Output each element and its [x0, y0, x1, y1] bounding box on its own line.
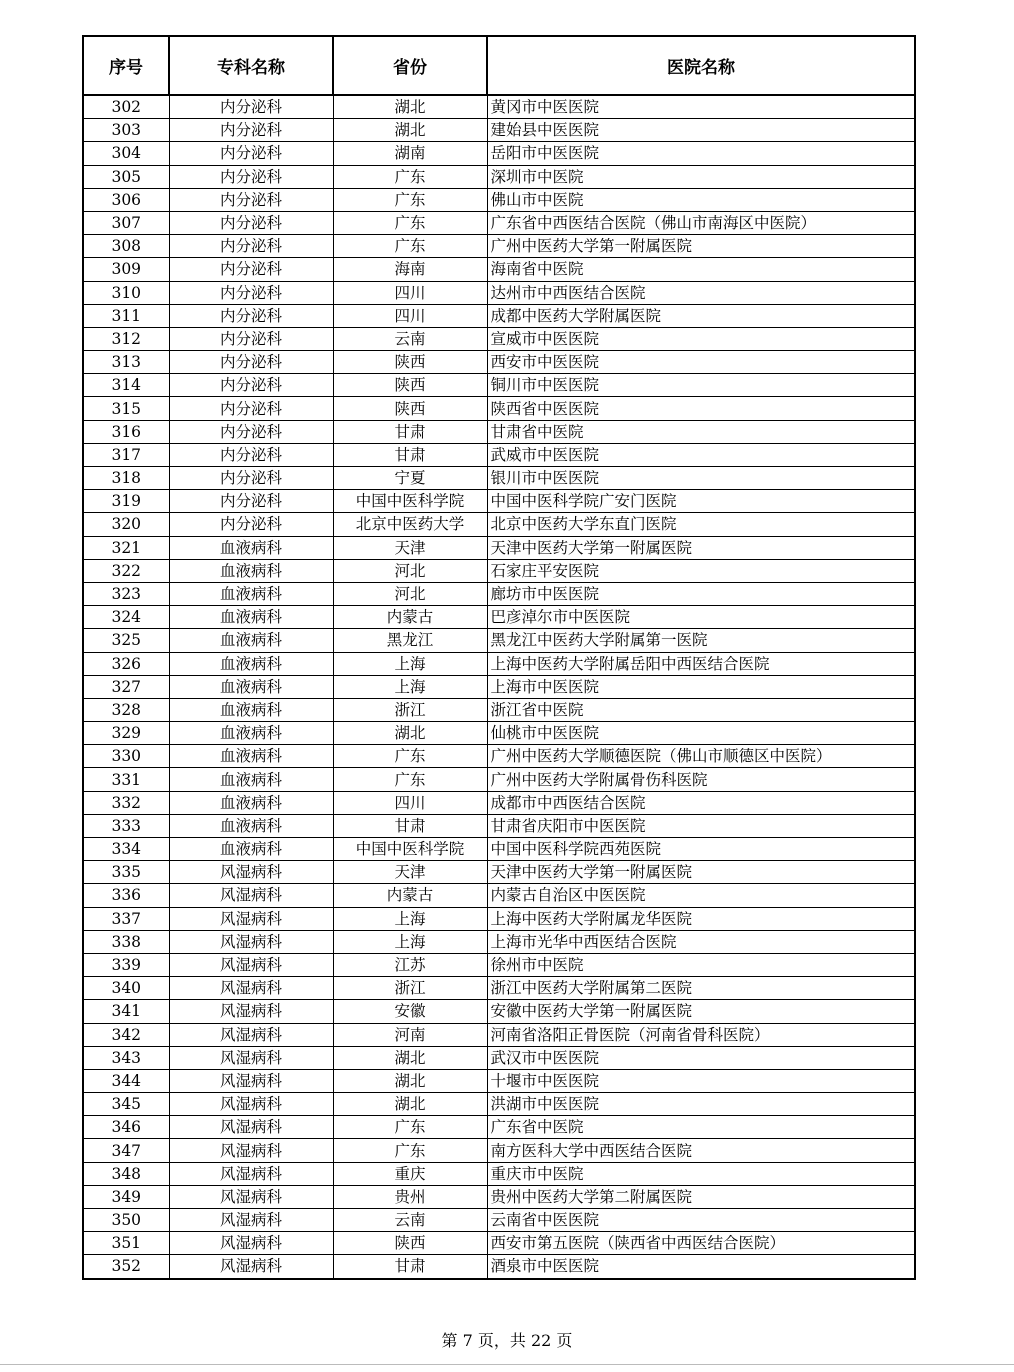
- cell-province: 陕西: [333, 351, 487, 374]
- cell-index: 302: [83, 95, 169, 119]
- cell-index: 311: [83, 304, 169, 327]
- cell-province: 广东: [333, 165, 487, 188]
- cell-province: 内蒙古: [333, 884, 487, 907]
- table-row: [83, 1139, 915, 1162]
- cell-province: 云南: [333, 1209, 487, 1232]
- cell-province: 安徽: [333, 1000, 487, 1023]
- cell-index: 333: [83, 814, 169, 837]
- cell-province: 广东: [333, 1139, 487, 1162]
- cell-hospital: 黄冈市中医医院: [487, 95, 915, 119]
- cell-specialty: 内分泌科: [169, 119, 333, 142]
- cell-specialty: 风湿病科: [169, 1116, 333, 1139]
- table-row: [83, 513, 915, 536]
- cell-specialty: 血液病科: [169, 629, 333, 652]
- cell-specialty: 风湿病科: [169, 1046, 333, 1069]
- cell-specialty: 血液病科: [169, 838, 333, 861]
- table-row: [83, 629, 915, 652]
- cell-index: 320: [83, 513, 169, 536]
- header-hospital: 医院名称: [487, 36, 915, 95]
- cell-index: 322: [83, 559, 169, 582]
- cell-specialty: 内分泌科: [169, 142, 333, 165]
- cell-specialty: 风湿病科: [169, 1139, 333, 1162]
- table-row: [83, 791, 915, 814]
- cell-index: 337: [83, 907, 169, 930]
- table-row: [83, 1116, 915, 1139]
- cell-specialty: 内分泌科: [169, 397, 333, 420]
- cell-specialty: 血液病科: [169, 768, 333, 791]
- cell-specialty: 风湿病科: [169, 884, 333, 907]
- cell-index: 348: [83, 1162, 169, 1185]
- cell-hospital: 中国中医科学院广安门医院: [487, 490, 915, 513]
- table-row: [83, 1093, 915, 1116]
- cell-province: 陕西: [333, 1232, 487, 1255]
- cell-specialty: 风湿病科: [169, 953, 333, 976]
- cell-hospital: 成都市中西医结合医院: [487, 791, 915, 814]
- cell-specialty: 内分泌科: [169, 258, 333, 281]
- cell-hospital: 徐州市中医院: [487, 953, 915, 976]
- table-row: [83, 1209, 915, 1232]
- cell-province: 湖北: [333, 1093, 487, 1116]
- cell-province: 中国中医科学院: [333, 838, 487, 861]
- header-province: 省份: [333, 36, 487, 95]
- cell-province: 广东: [333, 188, 487, 211]
- table-row: [83, 675, 915, 698]
- page-footer: 第 7 页，共 22 页: [441, 1331, 573, 1350]
- table-row: [83, 1232, 915, 1255]
- cell-index: 341: [83, 1000, 169, 1023]
- cell-index: 344: [83, 1069, 169, 1092]
- table-row: [83, 953, 915, 976]
- cell-specialty: 血液病科: [169, 652, 333, 675]
- cell-index: 323: [83, 582, 169, 605]
- cell-specialty: 血液病科: [169, 606, 333, 629]
- cell-specialty: 血液病科: [169, 582, 333, 605]
- cell-province: 甘肃: [333, 420, 487, 443]
- cell-index: 329: [83, 722, 169, 745]
- cell-index: 312: [83, 327, 169, 350]
- cell-province: 四川: [333, 304, 487, 327]
- cell-province: 广东: [333, 235, 487, 258]
- cell-province: 陕西: [333, 397, 487, 420]
- cell-hospital: 成都中医药大学附属医院: [487, 304, 915, 327]
- cell-province: 湖北: [333, 1046, 487, 1069]
- cell-hospital: 贵州中医药大学第二附属医院: [487, 1185, 915, 1208]
- cell-specialty: 血液病科: [169, 814, 333, 837]
- table-row: [83, 698, 915, 721]
- table-row: [83, 977, 915, 1000]
- cell-hospital: 天津中医药大学第一附属医院: [487, 536, 915, 559]
- cell-hospital: 海南省中医院: [487, 258, 915, 281]
- cell-index: 308: [83, 235, 169, 258]
- header-specialty: 专科名称: [169, 36, 333, 95]
- cell-hospital: 安徽中医药大学第一附属医院: [487, 1000, 915, 1023]
- table-row: [83, 930, 915, 953]
- cell-hospital: 石家庄平安医院: [487, 559, 915, 582]
- cell-hospital: 佛山市中医院: [487, 188, 915, 211]
- cell-hospital: 甘肃省庆阳市中医医院: [487, 814, 915, 837]
- cell-specialty: 风湿病科: [169, 977, 333, 1000]
- cell-hospital: 西安市第五医院（陕西省中西医结合医院）: [487, 1232, 915, 1255]
- cell-province: 甘肃: [333, 814, 487, 837]
- cell-province: 海南: [333, 258, 487, 281]
- table-row: [83, 374, 915, 397]
- cell-index: 317: [83, 443, 169, 466]
- cell-hospital: 上海市中医医院: [487, 675, 915, 698]
- cell-province: 河北: [333, 559, 487, 582]
- cell-index: 338: [83, 930, 169, 953]
- table-row: [83, 235, 915, 258]
- table-row: [83, 1023, 915, 1046]
- table-row: [83, 861, 915, 884]
- cell-province: 上海: [333, 930, 487, 953]
- cell-index: 306: [83, 188, 169, 211]
- cell-province: 湖北: [333, 722, 487, 745]
- cell-hospital: 甘肃省中医院: [487, 420, 915, 443]
- cell-specialty: 内分泌科: [169, 327, 333, 350]
- cell-index: 304: [83, 142, 169, 165]
- cell-hospital: 岳阳市中医医院: [487, 142, 915, 165]
- cell-index: 324: [83, 606, 169, 629]
- cell-hospital: 宣威市中医医院: [487, 327, 915, 350]
- hospital-table: [82, 35, 916, 1280]
- cell-specialty: 血液病科: [169, 722, 333, 745]
- cell-specialty: 内分泌科: [169, 211, 333, 234]
- cell-hospital: 上海中医药大学附属龙华医院: [487, 907, 915, 930]
- cell-index: 328: [83, 698, 169, 721]
- cell-hospital: 铜川市中医医院: [487, 374, 915, 397]
- cell-index: 339: [83, 953, 169, 976]
- cell-province: 浙江: [333, 977, 487, 1000]
- cell-specialty: 内分泌科: [169, 188, 333, 211]
- cell-hospital: 洪湖市中医医院: [487, 1093, 915, 1116]
- cell-hospital: 银川市中医医院: [487, 467, 915, 490]
- cell-specialty: 血液病科: [169, 559, 333, 582]
- cell-hospital: 上海中医药大学附属岳阳中西医结合医院: [487, 652, 915, 675]
- cell-hospital: 达州市中西医结合医院: [487, 281, 915, 304]
- table-row: [83, 397, 915, 420]
- cell-specialty: 血液病科: [169, 698, 333, 721]
- table-header-row: [83, 36, 915, 95]
- table-row: [83, 142, 915, 165]
- cell-index: 340: [83, 977, 169, 1000]
- cell-province: 上海: [333, 675, 487, 698]
- table-row: [83, 327, 915, 350]
- table-row: [83, 304, 915, 327]
- cell-province: 广东: [333, 1116, 487, 1139]
- cell-province: 江苏: [333, 953, 487, 976]
- cell-province: 上海: [333, 652, 487, 675]
- cell-specialty: 风湿病科: [169, 1069, 333, 1092]
- table-row: [83, 1069, 915, 1092]
- cell-index: 319: [83, 490, 169, 513]
- cell-hospital: 武汉市中医医院: [487, 1046, 915, 1069]
- cell-province: 甘肃: [333, 443, 487, 466]
- cell-hospital: 仙桃市中医医院: [487, 722, 915, 745]
- cell-hospital: 北京中医药大学东直门医院: [487, 513, 915, 536]
- table-row: [83, 211, 915, 234]
- table-row: [83, 188, 915, 211]
- cell-specialty: 内分泌科: [169, 443, 333, 466]
- cell-province: 上海: [333, 907, 487, 930]
- cell-specialty: 风湿病科: [169, 1185, 333, 1208]
- cell-index: 303: [83, 119, 169, 142]
- cell-province: 湖北: [333, 119, 487, 142]
- cell-specialty: 内分泌科: [169, 513, 333, 536]
- cell-province: 云南: [333, 327, 487, 350]
- cell-index: 332: [83, 791, 169, 814]
- cell-hospital: 南方医科大学中西医结合医院: [487, 1139, 915, 1162]
- cell-specialty: 血液病科: [169, 791, 333, 814]
- cell-hospital: 广州中医药大学第一附属医院: [487, 235, 915, 258]
- cell-specialty: 内分泌科: [169, 490, 333, 513]
- cell-index: 350: [83, 1209, 169, 1232]
- cell-specialty: 风湿病科: [169, 1162, 333, 1185]
- cell-index: 335: [83, 861, 169, 884]
- cell-province: 重庆: [333, 1162, 487, 1185]
- cell-index: 315: [83, 397, 169, 420]
- cell-index: 325: [83, 629, 169, 652]
- cell-hospital: 建始县中医医院: [487, 119, 915, 142]
- table-row: [83, 722, 915, 745]
- cell-province: 四川: [333, 791, 487, 814]
- cell-hospital: 上海市光华中西医结合医院: [487, 930, 915, 953]
- cell-specialty: 风湿病科: [169, 861, 333, 884]
- cell-index: 305: [83, 165, 169, 188]
- table-row: [83, 1185, 915, 1208]
- table-row: [83, 1255, 915, 1279]
- table-row: [83, 490, 915, 513]
- table-row: [83, 606, 915, 629]
- cell-index: 316: [83, 420, 169, 443]
- table-row: [83, 1046, 915, 1069]
- cell-index: 346: [83, 1116, 169, 1139]
- table-body: [83, 95, 915, 1279]
- cell-index: 334: [83, 838, 169, 861]
- table-row: [83, 1162, 915, 1185]
- cell-province: 甘肃: [333, 1255, 487, 1279]
- table-row: [83, 351, 915, 374]
- cell-province: 黑龙江: [333, 629, 487, 652]
- cell-province: 四川: [333, 281, 487, 304]
- cell-specialty: 风湿病科: [169, 1232, 333, 1255]
- table-row: [83, 95, 915, 119]
- table-row: [83, 884, 915, 907]
- cell-hospital: 西安市中医医院: [487, 351, 915, 374]
- cell-province: 天津: [333, 536, 487, 559]
- cell-index: 342: [83, 1023, 169, 1046]
- table-row: [83, 582, 915, 605]
- cell-province: 浙江: [333, 698, 487, 721]
- cell-province: 宁夏: [333, 467, 487, 490]
- table-row: [83, 420, 915, 443]
- cell-index: 307: [83, 211, 169, 234]
- table-row: [83, 443, 915, 466]
- cell-hospital: 浙江中医药大学附属第二医院: [487, 977, 915, 1000]
- cell-province: 广东: [333, 745, 487, 768]
- cell-index: 318: [83, 467, 169, 490]
- cell-province: 天津: [333, 861, 487, 884]
- cell-index: 321: [83, 536, 169, 559]
- table-row: [83, 745, 915, 768]
- cell-index: 345: [83, 1093, 169, 1116]
- header-index: 序号: [83, 36, 169, 95]
- cell-index: 326: [83, 652, 169, 675]
- cell-hospital: 广东省中医院: [487, 1116, 915, 1139]
- cell-index: 310: [83, 281, 169, 304]
- cell-specialty: 风湿病科: [169, 907, 333, 930]
- cell-hospital: 浙江省中医院: [487, 698, 915, 721]
- cell-hospital: 内蒙古自治区中医医院: [487, 884, 915, 907]
- table-row: [83, 814, 915, 837]
- cell-province: 内蒙古: [333, 606, 487, 629]
- cell-index: 352: [83, 1255, 169, 1279]
- cell-province: 广东: [333, 768, 487, 791]
- cell-province: 广东: [333, 211, 487, 234]
- cell-index: 313: [83, 351, 169, 374]
- table-row: [83, 119, 915, 142]
- cell-province: 湖南: [333, 142, 487, 165]
- cell-province: 湖北: [333, 95, 487, 119]
- cell-index: 314: [83, 374, 169, 397]
- cell-hospital: 云南省中医医院: [487, 1209, 915, 1232]
- table-row: [83, 838, 915, 861]
- cell-specialty: 内分泌科: [169, 374, 333, 397]
- table-row: [83, 559, 915, 582]
- cell-hospital: 武威市中医医院: [487, 443, 915, 466]
- cell-hospital: 广州中医药大学附属骨伤科医院: [487, 768, 915, 791]
- cell-province: 河南: [333, 1023, 487, 1046]
- cell-index: 309: [83, 258, 169, 281]
- table-row: [83, 467, 915, 490]
- cell-specialty: 风湿病科: [169, 1093, 333, 1116]
- cell-hospital: 黑龙江中医药大学附属第一医院: [487, 629, 915, 652]
- cell-hospital: 中国中医科学院西苑医院: [487, 838, 915, 861]
- cell-specialty: 内分泌科: [169, 281, 333, 304]
- page-bottom-rule: [0, 1364, 1014, 1365]
- cell-specialty: 内分泌科: [169, 467, 333, 490]
- cell-specialty: 内分泌科: [169, 235, 333, 258]
- table-row: [83, 768, 915, 791]
- cell-specialty: 内分泌科: [169, 351, 333, 374]
- cell-hospital: 深圳市中医院: [487, 165, 915, 188]
- cell-hospital: 酒泉市中医医院: [487, 1255, 915, 1279]
- table-row: [83, 907, 915, 930]
- cell-specialty: 内分泌科: [169, 420, 333, 443]
- table-row: [83, 258, 915, 281]
- cell-index: 343: [83, 1046, 169, 1069]
- cell-specialty: 内分泌科: [169, 304, 333, 327]
- table-row: [83, 1000, 915, 1023]
- cell-specialty: 内分泌科: [169, 95, 333, 119]
- table-row: [83, 536, 915, 559]
- cell-index: 331: [83, 768, 169, 791]
- cell-specialty: 风湿病科: [169, 930, 333, 953]
- cell-province: 陕西: [333, 374, 487, 397]
- cell-hospital: 十堰市中医医院: [487, 1069, 915, 1092]
- cell-hospital: 河南省洛阳正骨医院（河南省骨科医院）: [487, 1023, 915, 1046]
- cell-index: 330: [83, 745, 169, 768]
- table-row: [83, 281, 915, 304]
- cell-specialty: 血液病科: [169, 675, 333, 698]
- cell-specialty: 风湿病科: [169, 1000, 333, 1023]
- cell-index: 351: [83, 1232, 169, 1255]
- cell-province: 北京中医药大学: [333, 513, 487, 536]
- cell-specialty: 血液病科: [169, 745, 333, 768]
- cell-hospital: 陕西省中医医院: [487, 397, 915, 420]
- cell-province: 河北: [333, 582, 487, 605]
- cell-specialty: 内分泌科: [169, 165, 333, 188]
- cell-index: 349: [83, 1185, 169, 1208]
- cell-index: 336: [83, 884, 169, 907]
- cell-index: 327: [83, 675, 169, 698]
- cell-specialty: 风湿病科: [169, 1023, 333, 1046]
- cell-specialty: 风湿病科: [169, 1255, 333, 1279]
- cell-index: 347: [83, 1139, 169, 1162]
- cell-hospital: 巴彦淖尔市中医医院: [487, 606, 915, 629]
- table-row: [83, 652, 915, 675]
- cell-specialty: 风湿病科: [169, 1209, 333, 1232]
- cell-specialty: 血液病科: [169, 536, 333, 559]
- cell-hospital: 廊坊市中医医院: [487, 582, 915, 605]
- cell-hospital: 天津中医药大学第一附属医院: [487, 861, 915, 884]
- cell-province: 中国中医科学院: [333, 490, 487, 513]
- cell-hospital: 重庆市中医院: [487, 1162, 915, 1185]
- table-row: [83, 165, 915, 188]
- cell-hospital: 广东省中西医结合医院（佛山市南海区中医院）: [487, 211, 915, 234]
- cell-province: 贵州: [333, 1185, 487, 1208]
- cell-province: 湖北: [333, 1069, 487, 1092]
- cell-hospital: 广州中医药大学顺德医院（佛山市顺德区中医院）: [487, 745, 915, 768]
